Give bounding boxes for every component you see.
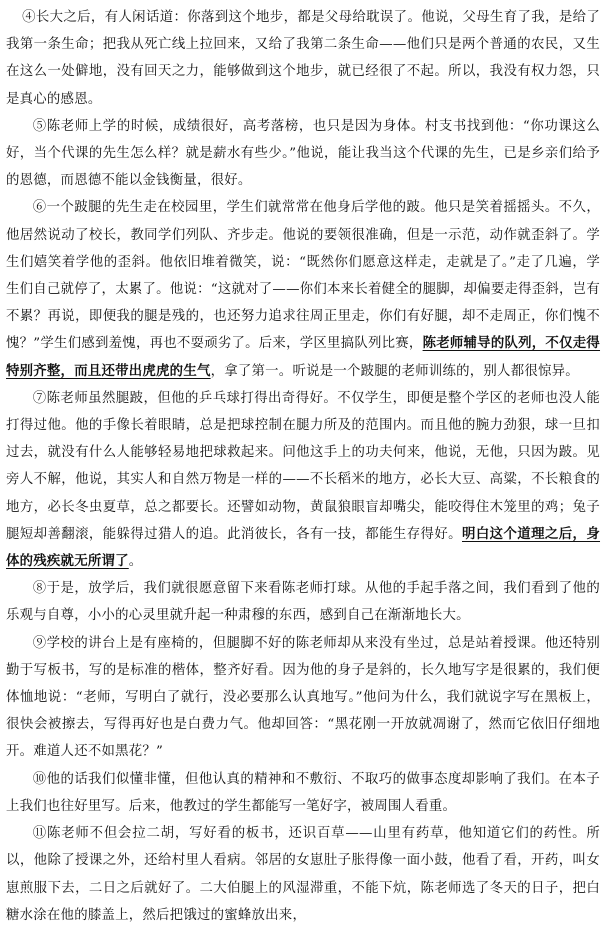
paragraph-7-highlight: 明白这个道理之后，身体的残疾就无所谓了 <box>6 525 601 570</box>
paragraph-6 <box>6 194 600 384</box>
paragraph-6-highlight: 陈老师辅导的队列，不仅走得特别齐整，而且还带出虎虎的生气 <box>6 335 601 379</box>
paragraph-4-text: ④长大之后，有人闲话道：你落到这个地步，都是父母给耽误了。他说，父母生育了我，是给了我第一条生命；把我从死亡线上拉回来，又给了我第二条生命——他们只是两个普通的农民，又生在这么一处僻地，没有回天之力，能够做到这个地步，就已经很了不起。所以，我没有权力怨，只是真心的感恩。 <box>6 10 600 107</box>
paragraph-11 <box>6 820 600 929</box>
paragraph-9 <box>6 630 600 766</box>
paragraph-6-text-end: ，拿了第一。听说是一个跛腿的老师训练的，别人都很惊异。 <box>210 363 579 379</box>
paragraph-5-text: ⑤陈老师上学的时候，成绩很好，高考落榜，也只是因为身体。村支书找到他：“你功课这么好，当个代课的先生怎么样？就是薪水有些少。”他说，能让我当这个代课的先生，已是乡亲们给予的恩德，而恩德不能以金钱衡量，很好。 <box>6 118 600 189</box>
paragraph-8-text: ⑧于是，放学后，我们就很愿意留下来看陈老师打球。从他的手起手落之间，我们看到了他的乐观与自尊，小小的心灵里就升起一种肃穆的东西，感到自己在渐渐地长大。 <box>6 581 600 624</box>
paragraph-7-text-end: 。 <box>128 554 143 570</box>
paragraph-10 <box>6 766 600 820</box>
paragraph-10-text: ⑩他的话我们似懂非懂，但他认真的精神和不敷衍、不取巧的做事态度却影响了我们。在本子上我们也往好里写。后来，他教过的学生都能写一笔好字，被周围人看重。 <box>6 771 600 814</box>
paragraph-11-text: ⑪陈老师不但会拉二胡，写好看的板书，还识百草——山里有药草，他知道它们的药性。所以，他除了授课之外，还给村里人看病。邻居的女崽肚子胀得像一面小鼓，他看了看，开药，叫女崽煎服下去，二日之后就好了。二大伯腿上的风湿滞重，不能下炕，陈老师选了冬天的日子，把白糖水涂在他的膝盖上，然后把饿过的蜜蜂放出来， <box>6 826 600 923</box>
paragraph-6-text: ⑥一个跛腿的先生走在校园里，学生们就常常在他身后学他的跛。他只是笑着摇摇头。不久，他居然说动了校长，教同学们列队、齐步走。他说的要领很准确，但是一示范，动作就歪斜了。学生们嬉笑着学他的歪斜。他依旧堆着微笑，说：“既然你们愿意这样走，走就是了。”走了几遍，学生们自己就停了，太累了。他说：“这就对了——你们本来长着健全的腿脚，却偏要走得歪斜，岂有不累？再说，即便我的腿是残的，也还努力追求往周正里走，你们有好腿，却不走周正，你们愧不愧？”学生们感到羞愧，再也不耍顽劣了。后来，学区里搞队列比赛， <box>6 200 600 352</box>
paragraph-9-text: ⑨学校的讲台上是有座椅的，但腿脚不好的陈老师却从来没有坐过，总是站着授课。他还特别勤于写板书，写的是标准的楷体，整齐好看。因为他的身子是斜的，长久地写字是很累的，我们便体恤地说：“老师，写明白了就行，没必要那么认真地写。”他问为什么，我们就说字写在黑板上，很快会被擦去，写得再好也是白费力气。他却回答：“黑花刚一开放就凋谢了，然而它依旧仔细地开。难道人还不如黑花？” <box>6 635 600 760</box>
paragraph-7 <box>6 385 600 575</box>
paragraph-4 <box>6 4 600 113</box>
paragraph-5 <box>6 113 600 195</box>
paragraph-7-text: ⑦陈老师虽然腿跛，但他的乒乓球打得出奇得好。不仅学生，即便是整个学区的老师也没人能打得过他。他的手像长着眼睛，总是把球控制在腿力所及的范围内。而且他的腕力劲狠，球一旦扣过去，就没有什么人能够轻易地把球救起来。问他这手上的功夫何来，他说，无他，只因为跛。见旁人不解，他说，其实人和自然万物是一样的——不长稻米的地方，必长大豆、高粱，不长粮食的地方，必长冬虫夏草，总之都要长。还譬如动物，黄鼠狼眼盲却嘴尖，能咬得住木笼里的鸡；兔子腿短却善翻滚，能躲得过猎人的追。此消彼长，各有一技，都能生存得好。 <box>6 390 600 542</box>
paragraph-8 <box>6 575 600 629</box>
